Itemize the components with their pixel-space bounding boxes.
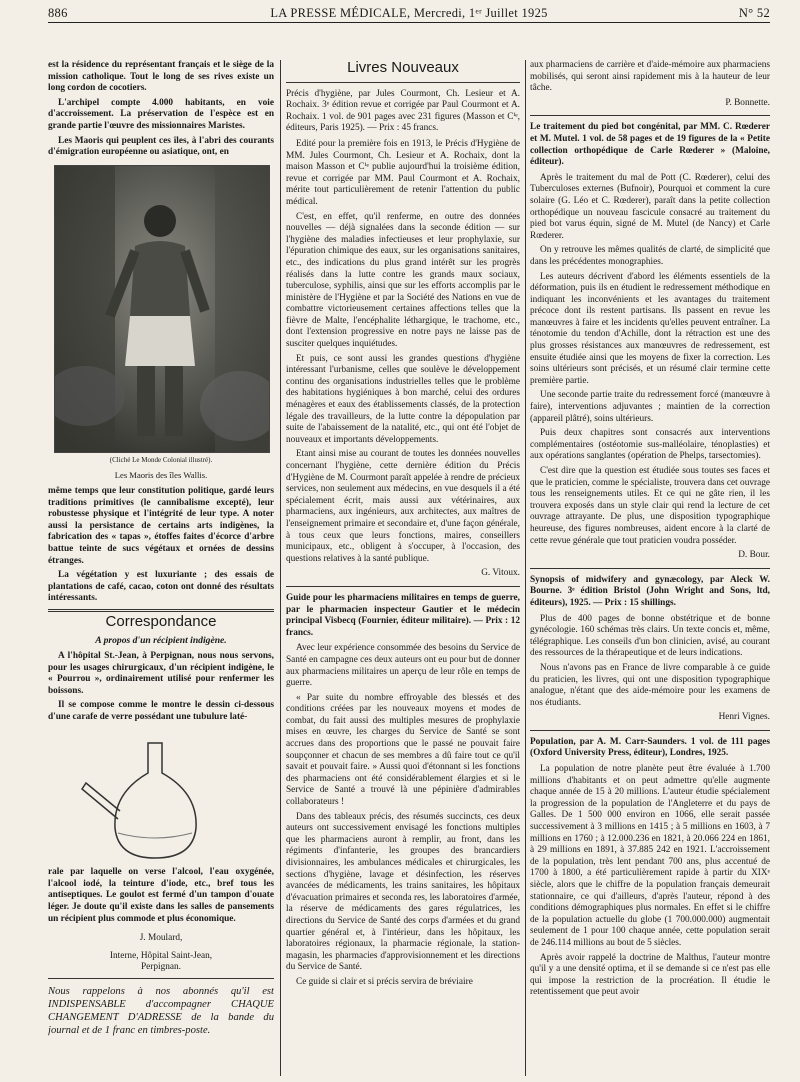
book-heading: Précis d'hygiène, par Jules Courmont, Ch. Lesieur et A. Rochaix. 3ᵉ édition revue et corrigée par Paul Courmont et A. Rochaix. 1 vol. de 901 pages avec 231 figures (Masson et Cⁱᵉ, éditeurs, Paris 1925). — Prix : 45 francs. <box>286 88 520 134</box>
maori-photo-image <box>55 166 269 452</box>
journal-title: LA PRESSE MÉDICALE, Mercredi, 1ᵉʳ Juillet 1925 <box>270 6 548 20</box>
paragraph: est la résidence du représentant français et le siège de la mission catholique. Tout le long de ses rives existe un long cordon de cocotiers. <box>48 60 274 94</box>
pourrou-bottle-drawing <box>78 733 228 863</box>
header-rule <box>48 22 770 23</box>
paragraph: Ce guide si clair et si précis servira de bréviaire <box>296 976 473 987</box>
paragraph: La végétation y est luxuriante ; des essais de plantations de café, cacao, coton ont donné des résultats intéressants. <box>48 570 274 604</box>
review-signature: Henri Vignes. <box>718 712 770 723</box>
paragraph: Et puis, ce sont aussi les grandes questions d'hygiène intéressant l'urbanisme, celles que soulève le développement continu des organisations industrielles telles que le problème des habitations hygiéniques à bon marché, celui des ordures ménagères et eaux des établissements classés, de la protection légale des travailleurs, de la lutte contre la dépopulation par suite de l'abaissement de la natalité, etc., qui ont été l'objet de nouveaux et importants développements. <box>286 353 520 445</box>
page-number: 886 <box>48 6 68 20</box>
paragraph: Après le traitement du mal de Pott (C. Rœderer), celui des Tuberculoses externes (Bufnoir), Pourquoi et comment la cure solaire (G. Léo et C. Rœderer), paraît dans la petite collection orthopédique un nouveau fascicule consacré au traitement du pied bot varus équin, signé de M. Mutel (de Nancy) et Carle Rœderer. <box>530 172 770 241</box>
paragraph: La population de notre planète peut être évaluée à 1.700 millions d'habitants et on peut admettre qu'elle augmente chaque année de 15 à 20 millions. L'auteur étudie spécialement la progression de la population de l'Angleterre et du pays de Galles. De 1 500 000 environ en 1066, elle serait passée successivement à 3 millions en 1415 ; à 5 millions en 1603, à 7 millions en 1760 ; à 12.000.236 en 1821, à 20.066 224 en 1861, à 29 millions en 1891, à 37.885 242 en 1921. L'accroissement de la population, très lent pendant 700 ans, plus accentué de 1700 à 1800, a été particulièrement rapide à partir du XIXᵉ siècle, alors que le chiffre de la population français demeurait stationnaire, ce qui d'ailleurs, d'après l'auteur, répond à des conditions démographiques plus normales. En effet si le chiffre de la population actuelle du globe (1 700.000.000) augmentait seulement de 1 pour 100 chaque année, cette population serait de 246.114 millions au bout de 5 siècles. <box>530 764 770 948</box>
paragraph: Nous n'avons pas en France de livre comparable à ce guide du praticien, les livres, qui ont une disposition typographique analogue, n'étant que des aide-mémoire pour les examens de nos étudiants. <box>530 662 770 708</box>
correspondance-subtitle: A propos d'un récipient indigène. <box>95 635 227 647</box>
divider <box>530 568 770 569</box>
photo-credit: (Cliché Le Monde Colonial illustré). <box>109 455 213 464</box>
signature-name: J. Moulard, <box>139 933 183 944</box>
paragraph: rale par laquelle on verse l'alcool, l'eau oxygénée, l'alcool iodé, la teinture d'iode, etc., bref tous les antiseptiques. Le goulot est fermé d'un tampon d'ouate léger. Je doute qu'il existe dans les salles de pansements un récipient plus commode et plus économique. <box>48 867 274 924</box>
column-1 <box>48 60 274 1080</box>
paragraph: C'est dire que la question est étudiée sous toutes ses faces et que le praticien, comme le spécialiste, trouvera dans cet ouvrage tous les renseignements utiles. Et ce qui ne gâte rien, il les trouvera exposés dans un style clair qui rend la lecture de cet ouvrage attrayante. De plus, une disposition typographique heureuse, des figures nombreuses, aident encore à la clarté de cette revue générale que tout praticien voudra posséder. <box>530 466 770 546</box>
paragraph: Edité pour la première fois en 1913, le Précis d'Hygiène de MM. Jules Courmont, Ch. Lesieur et A. Rochaix, dont la maison Masson et Cⁱᵉ publie aujourd'hui la troisième édition, revue et corrigée par MM. Paul Courmont et A. Rochaix, mérite tout particulièrement de retenir l'attention du public médical. <box>286 138 520 207</box>
paragraph: On y retrouve les mêmes qualités de clarté, de simplicité que dans les précédentes monographies. <box>530 245 770 267</box>
divider <box>286 586 520 587</box>
paragraph: Avec leur expérience consommée des besoins du Service de Santé en campagne ces deux auteurs ont eu pour but de donner aux pharmaciens militaires un aperçu de leur rôle en temps de guerre. <box>286 643 520 689</box>
review-signature: D. Bour. <box>738 550 770 561</box>
review-signature: P. Bonnette. <box>725 97 770 108</box>
divider <box>286 82 520 83</box>
column-separator <box>525 60 526 1076</box>
divider <box>530 115 770 116</box>
column-separator <box>280 60 281 1076</box>
paragraph: Etant ainsi mise au courant de toutes les données nouvelles concernant l'hygiène, cette dernière édition du Précis d'Hygiène de M. Courmont paraît appelée à rendre de précieux services, non seulement aux médecins, en vue desquels il a été spécialement écrit, mais aussi aux vétérinaires, aux pharmaciens, aux ingénieurs, aux architectes, aux maîtres de l'enseignement primaire et secondaire et, d'une façon générale, à tous ceux que leurs fonctions, maires, conseillers municipaux, etc., obligent à s'occuper, à l'occasion, des questions relatives à la santé publique. <box>286 449 520 564</box>
paragraph: Puis deux chapitres sont consacrés aux interventions complémentaires (ostéotomie sus-malléolaire, ténoplasties) et aux opérations sanglantes (opération de Phelps, tarsectomies). <box>530 428 770 462</box>
book-heading: Le traitement du pied bot congénital, par MM. C. Rœderer et M. Mutel. 1 vol. de 58 pages et de 19 figures de la « Petite collection orthopédique de Carle Rœderer » (Maloine, éditeur). <box>530 122 770 168</box>
paragraph: Après avoir rappelé la doctrine de Malthus, l'auteur montre qu'il y a une densité optima, et il se demande si ce n'est pas elle qui impose la restriction de la procréation. Il étudie le retentissement que peut avoir <box>530 952 770 998</box>
maori-photo <box>54 165 270 453</box>
subscriber-notice: Nous rappelons à nos abonnés qu'il est INDISPENSABLE d'accompagner CHAQUE CHANGEMENT D'ADRESSE de la bande du journal et de 1 franc en timbres-poste. <box>48 985 274 1036</box>
paragraph: L'archipel compte 4.000 habitants, en voie d'accroissement. La préservation de l'espèce est en grande partie l'œuvre des missionnaires Maristes. <box>48 97 274 131</box>
signature-role: Interne, Hôpital Saint-Jean, <box>109 950 213 961</box>
paragraph: A l'hôpital St.-Jean, à Perpignan, nous nous servons, pour les usages chirurgicaux, d'un récipient indigène, le « Pourrou », ordinairement utilisé pour renfermer les boissons. <box>48 651 274 696</box>
paragraph: Les Maoris qui peuplent ces îles, à l'abri des courants d'émigration européenne ou asiatique, ont, en <box>48 135 274 158</box>
section-divider <box>48 609 274 612</box>
livres-nouveaux-title: Livres Nouveaux <box>347 60 459 76</box>
column-2 <box>286 60 520 1080</box>
signature-city: Perpignan. <box>140 962 182 973</box>
paragraph: « Par suite du nombre effroyable des blessés et des conditions créées par les nouveaux moyens et modes de combat, du fait aussi des multiples mesures de prophylaxie mises en œuvre, les charges du Service de Santé se sont accrues dans des proportions que le passé ne pouvait faire soupçonner et chacun de ses membres a dû faire tout ce qu'il savait et pouvait faire. » Aussi quoi d'étonnant si les fonctions des pharmaciens ont été considérablement élargies et si le Service de Santé a trouvé là une pépinière d'admirables collaborateurs ! <box>286 692 520 808</box>
paragraph: Il se compose comme le montre le dessin ci-dessous d'une carafe de verre possédant une tubulure laté- <box>48 700 274 723</box>
column-3 <box>530 60 770 1080</box>
review-signature: G. Vitoux. <box>481 568 520 579</box>
paragraph: aux pharmaciens de carrière et d'aide-mémoire aux pharmaciens mobilisés, qui seront ainsi rapidement mis à la hauteur de leur tâche. <box>530 60 770 94</box>
paragraph: même temps que leur constitution politique, gardé leurs traditions primitives (le cannibalisme excepté), leur robustesse physique et l'intégrité de leur type. A noter aussi la persistance de certains arts indigènes, la fabrication des « tapas », étoffes faites d'écorce d'arbre battue teinte de sucs végétaux et ornées de dessins étranges. <box>48 485 274 566</box>
paragraph: Dans des tableaux précis, des résumés succincts, ces deux auteurs ont successivement envisagé les fonctions multiples que les pharmaciens auront à remplir, au front, dans les régiments d'infanterie, les groupes des brancardiers divisionnaires, les ambulances médicales et chirurgicales, les sections d'hygiène, lavage et désinfection, les réserves avancées de médicaments, les trains sanitaires, les hôpitaux d'évacuation primaires et seconda res, les laboratoires d'armée, la réserve de médicaments des gares régulatrices, les directions du Service de Santé des corps d'armées et du grand quartier général et, à l'intérieur, dans les hôpitaux, les laboratoires régionaux, la pharmacie régionale, la station-magasin, les pharmacies d'approvisionnement et les directions du Service de Santé. <box>286 811 520 973</box>
divider <box>530 730 770 731</box>
page-header <box>48 4 770 24</box>
paragraph: C'est, en effet, qu'il renferme, en outre des données nouvelles — déjà signalées dans la seconde édition — sur l'hygiène des maladies infectieuses et leur prophylaxie, sur l'épuration chimique des eaux, sur les organisations sanitaires, etc., des indications du plus grand intérêt sur les progrès réalisés dans la lutte contre les grands maux sociaux, tuberculose, syphilis, ainsi que sur les efforts accomplis par le ministère de l'Hygiène et par la Société des Nations en vue de combattre victorieusement certaines affections telles que la fièvre de Malte, l'encéphalite léthargique, le trachome, etc., dont l'extension progressive en notre pays ne laisse pas de susciter quelques inquiétudes. <box>286 211 520 350</box>
paragraph: Une seconde partie traite du redressement forcé (manœuvre à faire), interventions adjuvantes ; maintien de la correction (appareil plâtré), soins ultérieurs. <box>530 390 770 424</box>
correspondance-title: Correspondance <box>105 612 217 630</box>
divider <box>48 978 274 979</box>
photo-caption: Les Maoris des îles Wallis. <box>114 470 208 481</box>
issue-number: N° 52 <box>738 6 770 20</box>
book-heading: Synopsis of midwifery and gynæcology, par Aleck W. Bourne. 3ᵉ édition Bristol (John Wright and Sons, ltd, éditeurs), 1925. — Prix : 15 shillings. <box>530 574 770 608</box>
paragraph: Les auteurs décrivent d'abord les éléments essentiels de la déformation, puis ils en étudient le redressement méthodique en indiquant les inconvénients et les avantages du traitement précoce dont ils restent partisans. Ils passent en revue les manœuvres à faire et les incidents qu'elles peuvent entraîner. La ténotomie du tendon d'Achille, dont la rétraction est une des plus grosses résistances aux manœuvres de redressement, est ensuite étudiée ainsi que les moyens de fixer la correction. Les soins ultérieurs sont précisés, et un résumé clair termine cette première partie. <box>530 271 770 386</box>
book-heading: Population, par A. M. Carr-Saunders. 1 vol. de 111 pages (Oxford University Press, éditeur), Londres, 1925. <box>530 736 770 759</box>
paragraph: Plus de 400 pages de bonne obstétrique et de bonne gynécologie. 160 schémas très clairs. Un texte concis et, même, télégraphique. Les conseils d'un bon clinicien, avisé, au courant des ressources de la thérapeutique et de leurs indications. <box>530 613 770 659</box>
book-heading: Guide pour les pharmaciens militaires en temps de guerre, par le pharmacien inspecteur Gautier et le médecin principal Visbecq (Fournier, éditeur militaire). — Prix : 12 francs. <box>286 592 520 638</box>
